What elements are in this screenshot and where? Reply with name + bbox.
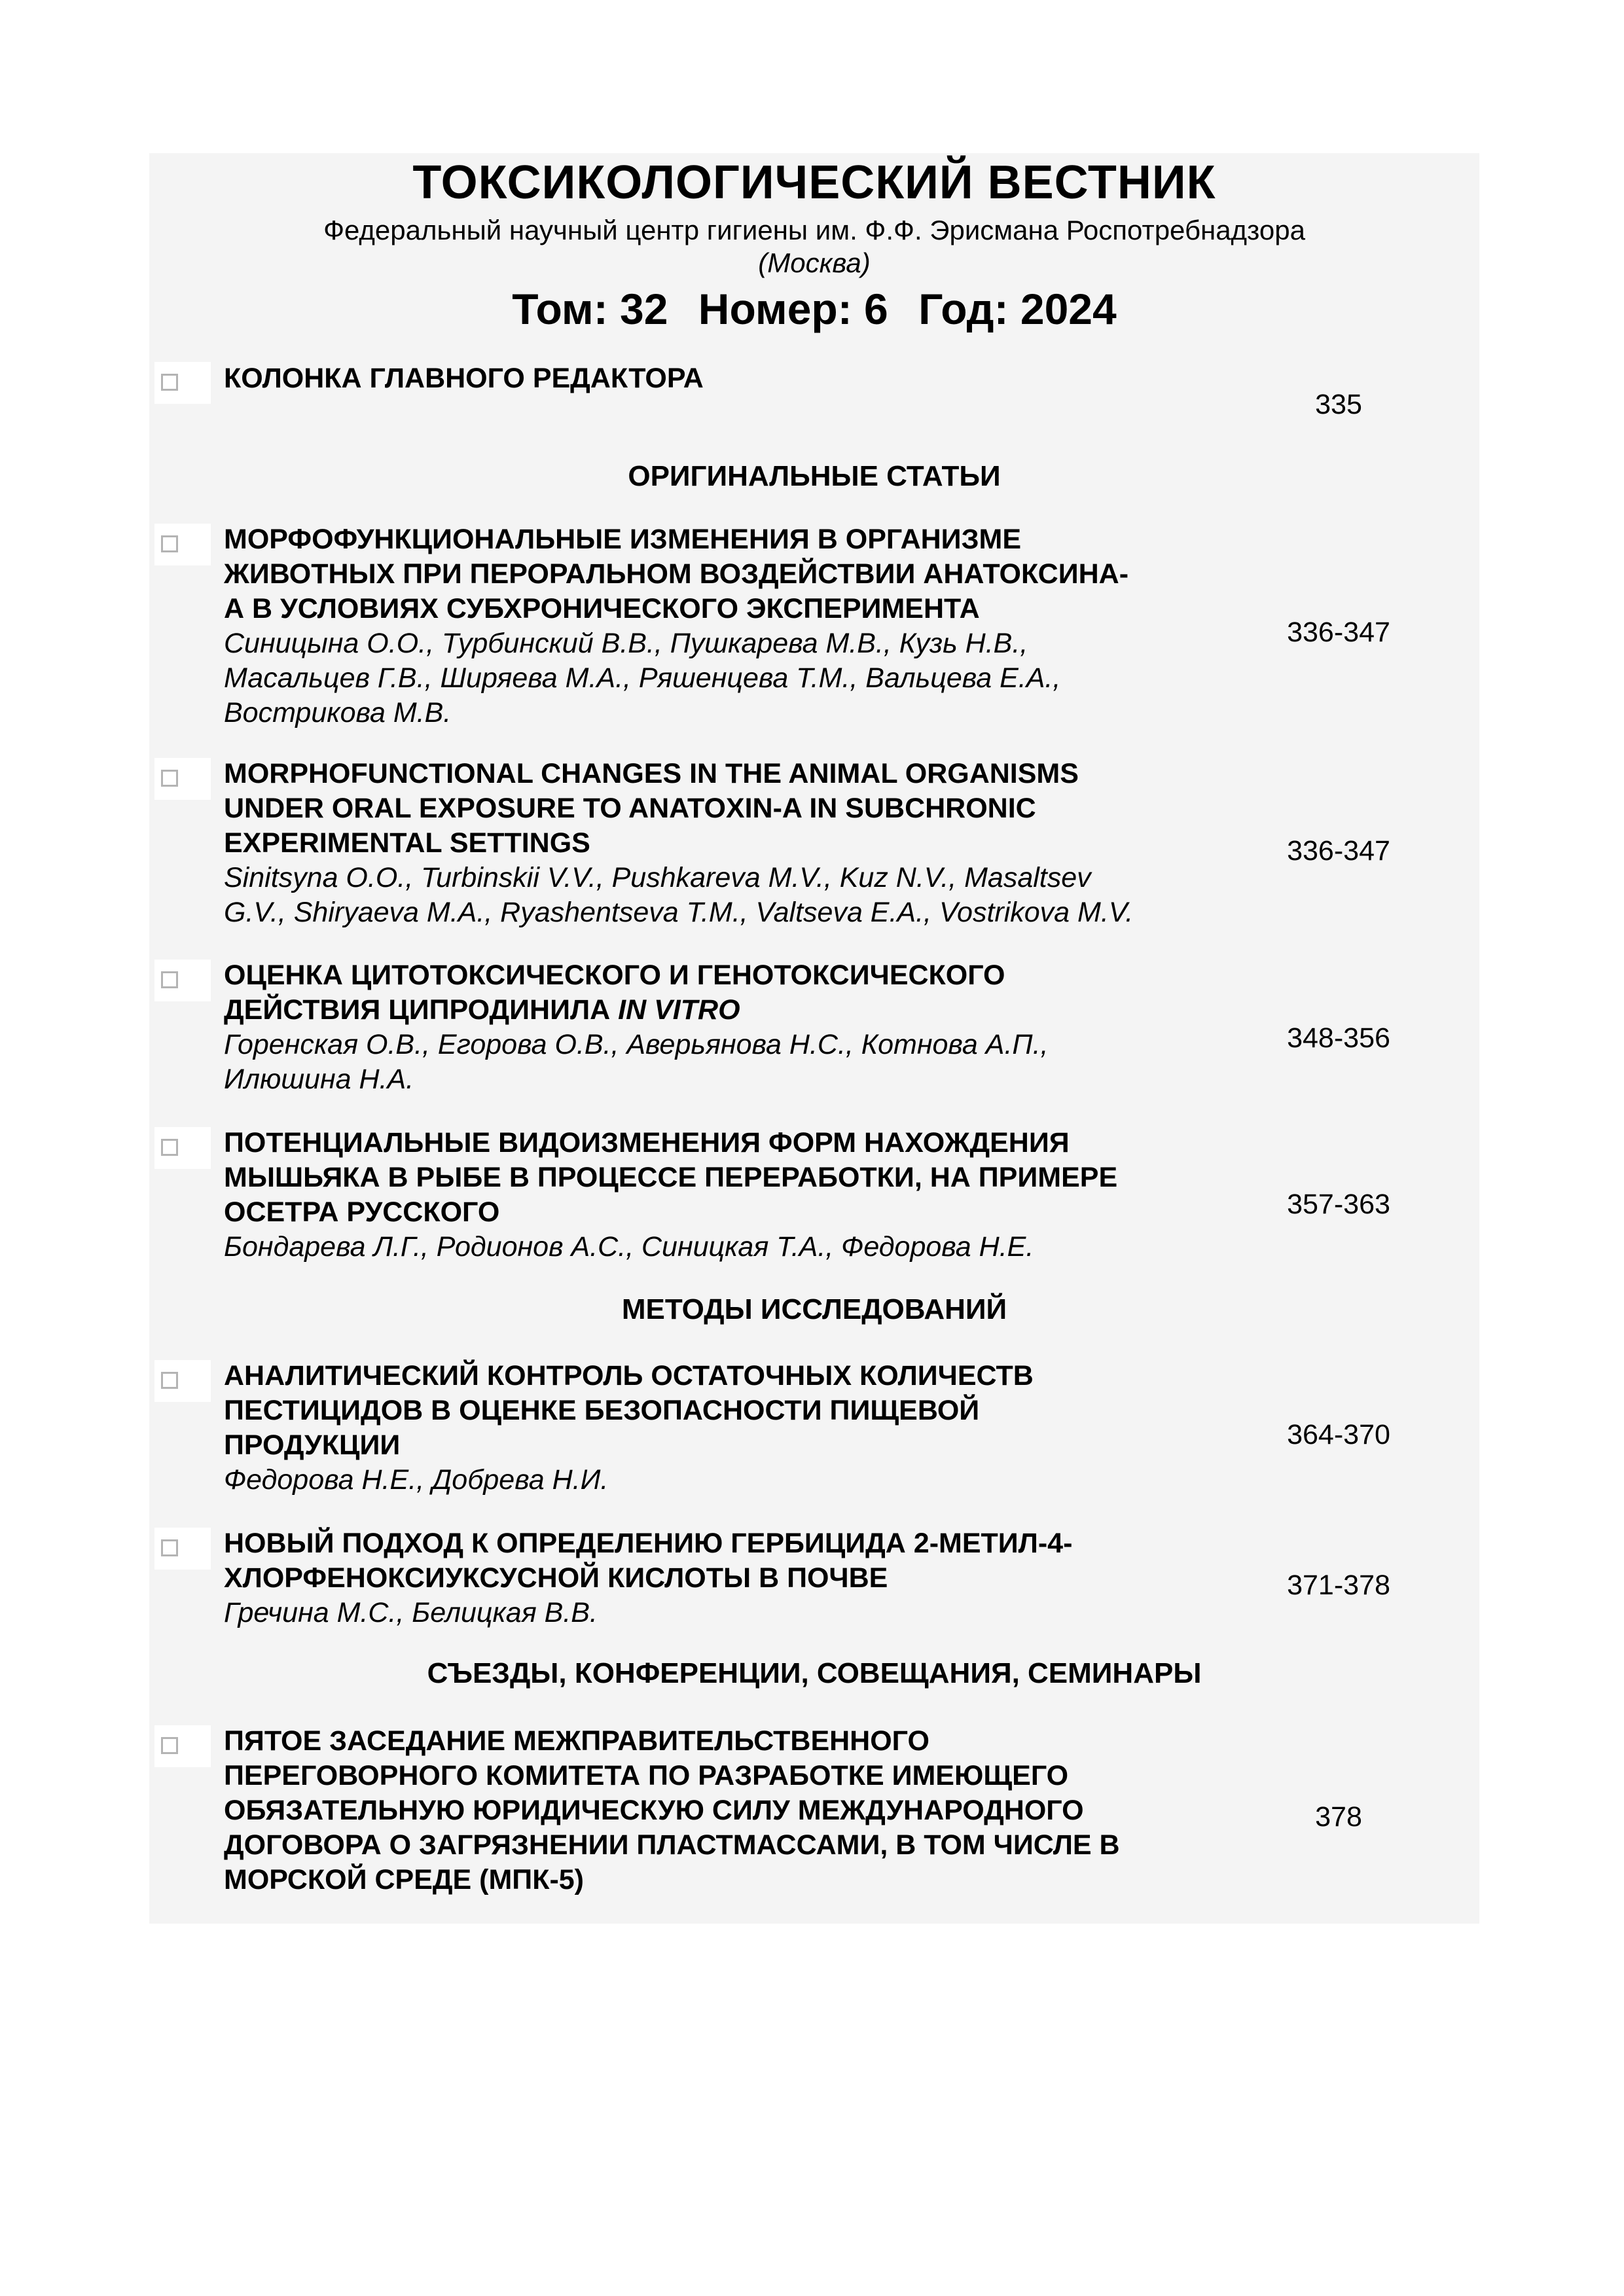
title-line: EXPERIMENTAL SETTINGS bbox=[224, 827, 590, 859]
article-authors bbox=[224, 1230, 1219, 1265]
title-line: ПЕСТИЦИДОВ В ОЦЕНКЕ БЕЗОПАСНОСТИ ПИЩЕВОЙ bbox=[224, 1395, 980, 1426]
checkbox-icon bbox=[161, 1737, 178, 1754]
article-checkbox[interactable] bbox=[154, 524, 211, 565]
author-line: Илюшина Н.А. bbox=[224, 1064, 414, 1095]
title-line: МОРФОФУНКЦИОНАЛЬНЫЕ ИЗМЕНЕНИЯ В ОРГАНИЗМЕ bbox=[224, 524, 1022, 555]
article-title[interactable] bbox=[224, 522, 1219, 626]
title-line: ЖИВОТНЫХ ПРИ ПЕРОРАЛЬНОМ ВОЗДЕЙСТВИИ АНАТОКСИНА- bbox=[224, 558, 1129, 590]
number: Номер: 6 bbox=[698, 285, 888, 333]
article-title[interactable] bbox=[224, 1724, 1219, 1897]
author-line: Sinitsyna O.O., Turbinskii V.V., Pushkareva M.V., Kuz N.V., Masaltsev bbox=[224, 862, 1091, 893]
title-italic: IN VITRO bbox=[618, 994, 740, 1026]
article-authors bbox=[224, 1463, 1219, 1498]
title-line: МОРСКОЙ СРЕДЕ (МПК-5) bbox=[224, 1864, 584, 1895]
city: (Москва) bbox=[758, 247, 871, 278]
volume: Том: 32 bbox=[512, 285, 668, 333]
author-line: Федорова Н.Е., Добрева Н.И. bbox=[224, 1464, 609, 1496]
article-entry bbox=[224, 1724, 1219, 1897]
article-pages: 335 bbox=[1315, 389, 1362, 420]
article-checkbox[interactable] bbox=[154, 362, 211, 404]
article-pages: 336-347 bbox=[1287, 617, 1390, 648]
article-checkbox[interactable] bbox=[154, 1725, 211, 1767]
title-line: ХЛОРФЕНОКСИУКСУСНОЙ КИСЛОТЫ В ПОЧВЕ bbox=[224, 1562, 888, 1594]
title-line: ДОГОВОРА О ЗАГРЯЗНЕНИИ ПЛАСТМАССАМИ, В ТОМ ЧИСЛЕ В bbox=[224, 1829, 1120, 1861]
title-line: ПЯТОЕ ЗАСЕДАНИЕ МЕЖПРАВИТЕЛЬСТВЕННОГО bbox=[224, 1725, 929, 1757]
article-title[interactable] bbox=[224, 1126, 1219, 1230]
checkbox-icon bbox=[161, 535, 178, 552]
article-title[interactable]: КОЛОНКА ГЛАВНОГО РЕДАКТОРА bbox=[224, 363, 704, 394]
title-line: МЫШЬЯКА В РЫБЕ В ПРОЦЕССЕ ПЕРЕРАБОТКИ, НА ПРИМЕРЕ bbox=[224, 1162, 1118, 1193]
title-line: ОБЯЗАТЕЛЬНУЮ ЮРИДИЧЕСКУЮ СИЛУ МЕЖДУНАРОДНОГО bbox=[224, 1795, 1084, 1826]
checkbox-icon bbox=[161, 1539, 178, 1556]
article-entry bbox=[224, 1526, 1219, 1630]
checkbox-icon bbox=[161, 971, 178, 988]
title-line: ПОТЕНЦИАЛЬНЫЕ ВИДОИЗМЕНЕНИЯ ФОРМ НАХОЖДЕНИЯ bbox=[224, 1127, 1070, 1158]
article-checkbox[interactable] bbox=[154, 1127, 211, 1169]
checkbox-icon bbox=[161, 770, 178, 787]
author-line: G.V., Shiryaeva M.A., Ryashentseva T.M., Valtseva E.A., Vostrikova M.V. bbox=[224, 897, 1134, 928]
year: Год: 2024 bbox=[918, 285, 1117, 333]
title-text: ДЕЙСТВИЯ ЦИПРОДИНИЛА bbox=[224, 994, 619, 1026]
title-line: MORPHOFUNCTIONAL CHANGES IN THE ANIMAL ORGANISMS bbox=[224, 758, 1079, 789]
title-line: ПРОДУКЦИИ bbox=[224, 1429, 401, 1461]
article-entry bbox=[224, 522, 1219, 730]
article-entry bbox=[224, 757, 1219, 930]
section-heading-methods: МЕТОДЫ ИССЛЕДОВАНИЙ bbox=[621, 1293, 1007, 1325]
section-heading-congress: СЪЕЗДЫ, КОНФЕРЕНЦИИ, СОВЕЩАНИЯ, СЕМИНАРЫ bbox=[427, 1657, 1202, 1689]
author-line: Гречина М.С., Белицкая В.В. bbox=[224, 1597, 598, 1628]
author-line: Синицына О.О., Турбинский В.В., Пушкарева М.В., Кузь Н.В., bbox=[224, 628, 1028, 659]
article-authors bbox=[224, 1028, 1219, 1097]
article-pages: 357-363 bbox=[1287, 1189, 1390, 1220]
article-title[interactable] bbox=[224, 757, 1219, 861]
author-line: Вострикова М.В. bbox=[224, 697, 452, 728]
section-heading-original: ОРИГИНАЛЬНЫЕ СТАТЬИ bbox=[628, 460, 1001, 492]
article-pages: 371-378 bbox=[1287, 1570, 1390, 1601]
title-line: НОВЫЙ ПОДХОД К ОПРЕДЕЛЕНИЮ ГЕРБИЦИДА 2-МЕТИЛ-4- bbox=[224, 1528, 1073, 1559]
article-authors bbox=[224, 861, 1219, 930]
article-authors bbox=[224, 626, 1219, 730]
journal-title: ТОКСИКОЛОГИЧЕСКИЙ ВЕСТНИК bbox=[412, 156, 1216, 209]
title-line: UNDER ORAL EXPOSURE TO ANATOXIN-A IN SUBCHRONIC bbox=[224, 793, 1036, 824]
article-pages: 348-356 bbox=[1287, 1022, 1390, 1054]
article-checkbox[interactable] bbox=[154, 1360, 211, 1402]
article-entry bbox=[224, 958, 1219, 1097]
checkbox-icon bbox=[161, 1372, 178, 1389]
title-line: ОСЕТРА РУССКОГО bbox=[224, 1196, 500, 1228]
article-pages: 336-347 bbox=[1287, 835, 1390, 867]
article-title[interactable] bbox=[224, 1526, 1219, 1596]
article-checkbox[interactable] bbox=[154, 758, 211, 800]
issue-line bbox=[149, 284, 1479, 334]
article-pages: 364-370 bbox=[1287, 1419, 1390, 1450]
title-line: А В УСЛОВИЯХ СУБХРОНИЧЕСКОГО ЭКСПЕРИМЕНТА bbox=[224, 593, 980, 624]
article-title[interactable] bbox=[224, 958, 1219, 1028]
title-line bbox=[224, 993, 1219, 1028]
checkbox-icon bbox=[161, 374, 178, 391]
article-pages: 378 bbox=[1315, 1801, 1362, 1833]
article-entry bbox=[224, 1126, 1219, 1265]
title-line: ОЦЕНКА ЦИТОТОКСИЧЕСКОГО И ГЕНОТОКСИЧЕСКОГО bbox=[224, 960, 1005, 991]
author-line: Горенская О.В., Егорова О.В., Аверьянова Н.С., Котнова А.П., bbox=[224, 1029, 1049, 1060]
article-title[interactable] bbox=[224, 1359, 1219, 1463]
article-entry bbox=[224, 361, 1219, 396]
author-line: Масальцев Г.В., Ширяева М.А., Ряшенцева Т.М., Вальцева Е.А., bbox=[224, 662, 1061, 694]
title-line: ПЕРЕГОВОРНОГО КОМИТЕТА ПО РАЗРАБОТКЕ ИМЕЮЩЕГО bbox=[224, 1760, 1069, 1791]
title-line: АНАЛИТИЧЕСКИЙ КОНТРОЛЬ ОСТАТОЧНЫХ КОЛИЧЕСТВ bbox=[224, 1360, 1034, 1391]
author-line: Бондарева Л.Г., Родионов А.С., Синицкая Т.А., Федорова Н.Е. bbox=[224, 1231, 1034, 1263]
article-entry bbox=[224, 1359, 1219, 1498]
publisher: Федеральный научный центр гигиены им. Ф.Ф. Эрисмана Роспотребнадзора bbox=[323, 215, 1305, 245]
article-checkbox[interactable] bbox=[154, 1528, 211, 1570]
checkbox-icon bbox=[161, 1139, 178, 1156]
article-authors bbox=[224, 1596, 1219, 1630]
article-checkbox[interactable] bbox=[154, 960, 211, 1001]
